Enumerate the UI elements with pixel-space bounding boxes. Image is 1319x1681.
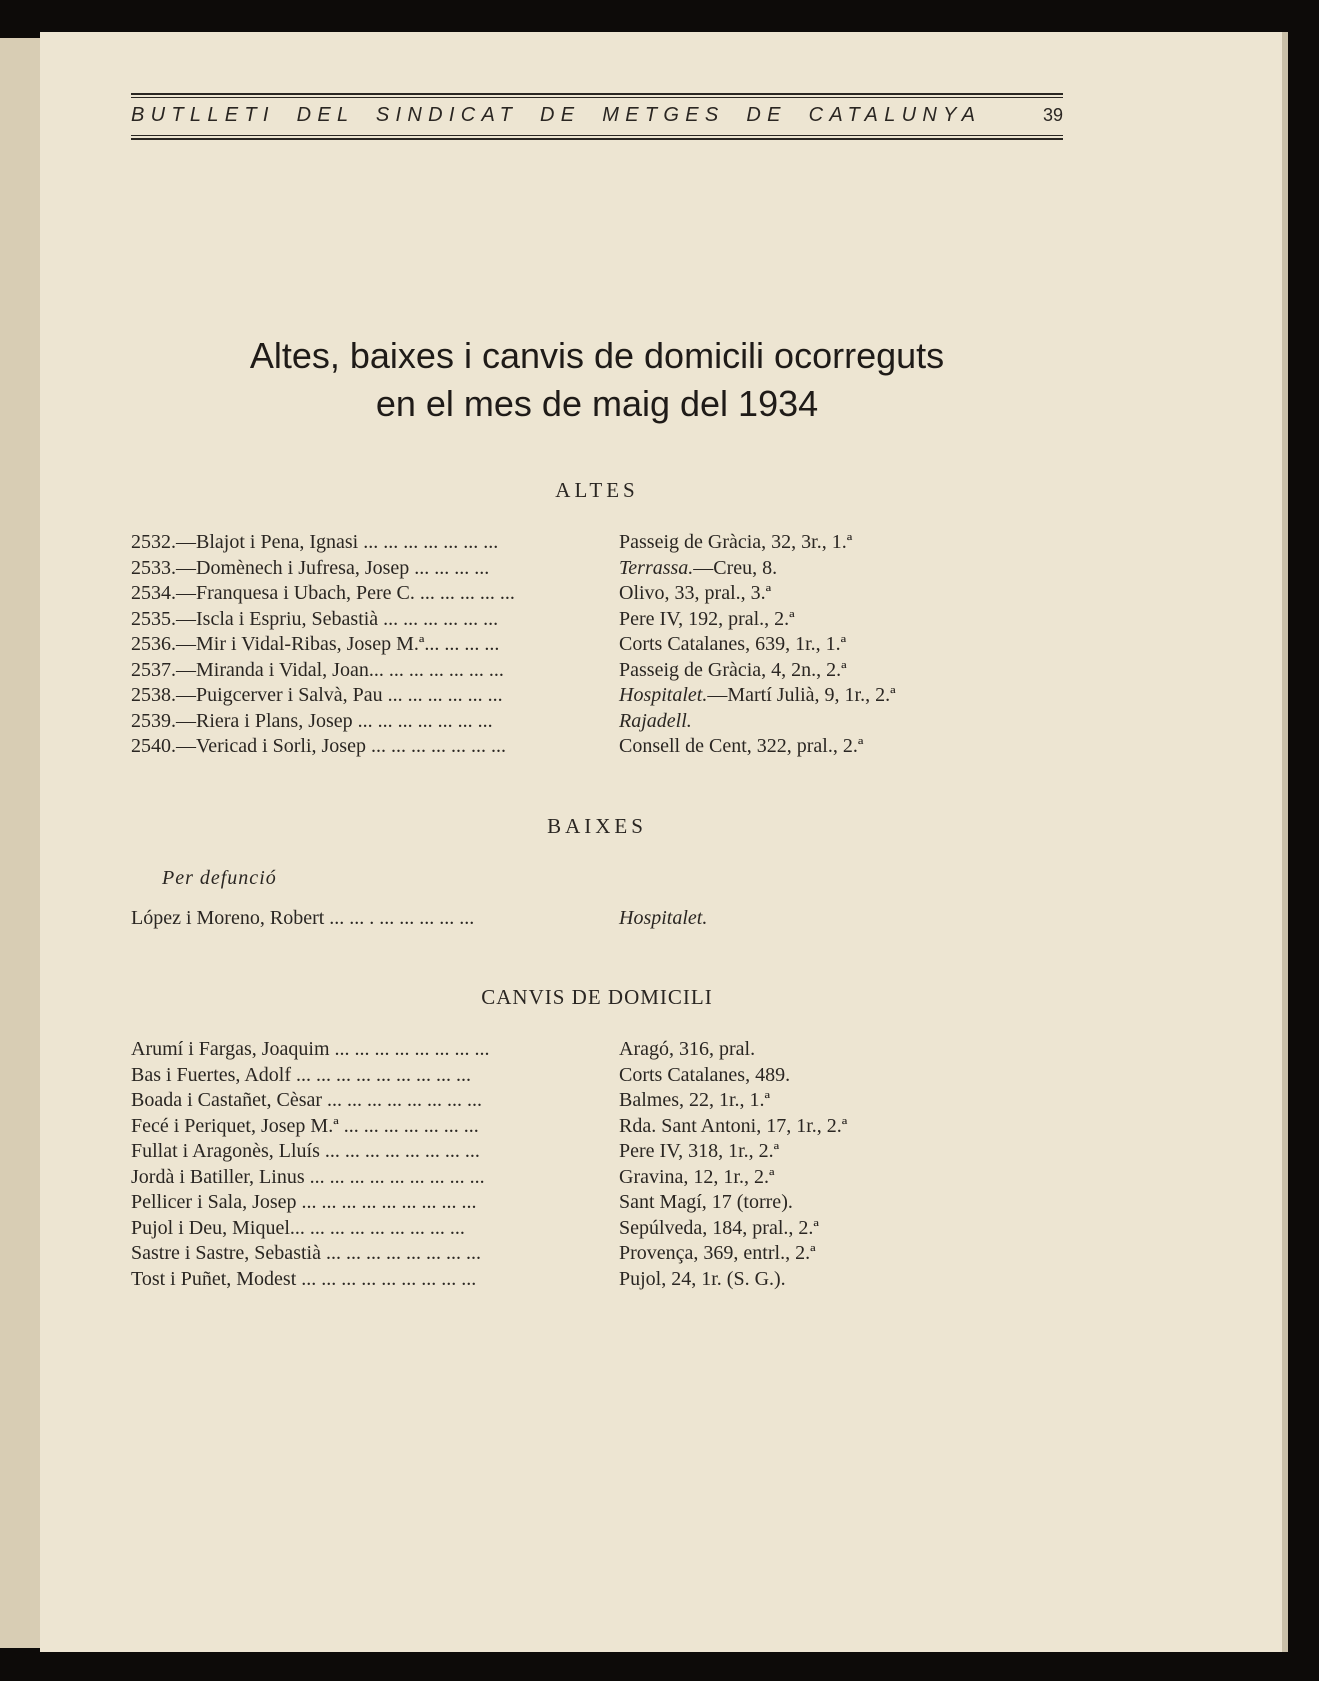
entry-address: Passeig de Gràcia, 32, 3r., 1.ª bbox=[619, 531, 853, 553]
article-title bbox=[131, 332, 1063, 428]
list-item bbox=[131, 1241, 1063, 1267]
entry-address: —Martí Julià, 9, 1r., 2.ª bbox=[707, 684, 896, 706]
entry-name: Tost i Puñet, Modest ... ... ... ... ... ... ... ... ... bbox=[131, 1267, 477, 1290]
entry-address: Corts Catalanes, 639, 1r., 1.ª bbox=[619, 633, 847, 655]
book-spine-edge bbox=[0, 38, 42, 1648]
entry-address: —Creu, 8. bbox=[693, 556, 778, 579]
entry-address: Sant Magí, 17 (torre). bbox=[619, 1191, 793, 1213]
entry-address: Olivo, 33, pral., 3.ª bbox=[619, 582, 772, 604]
running-header bbox=[131, 93, 1063, 140]
list-item bbox=[131, 1114, 1063, 1140]
list-item bbox=[131, 530, 1063, 556]
entry-name: 2538.—Puigcerver i Salvà, Pau ... ... ... ... ... ... bbox=[131, 684, 503, 706]
journal-title: BUTLLETI DEL SINDICAT DE METGES DE CATALUNYA bbox=[131, 104, 982, 126]
entry-address: Provença, 369, entrl., 2.ª bbox=[619, 1242, 816, 1264]
entry-address: Balmes, 22, 1r., 1.ª bbox=[619, 1089, 771, 1111]
page-sheet bbox=[40, 32, 1288, 1652]
entry-name: Pujol i Deu, Miquel... ... ... ... ... ... ... ... ... bbox=[131, 1216, 465, 1239]
list-item bbox=[131, 1190, 1063, 1216]
header-rule-bottom-thin bbox=[131, 135, 1063, 136]
entry-name: Jordà i Batiller, Linus ... ... ... ... ... ... ... ... ... bbox=[131, 1165, 485, 1188]
entry-name: Fullat i Aragonès, Lluís ... ... ... ... ... ... ... ... bbox=[131, 1140, 480, 1162]
entry-address: Consell de Cent, 322, pral., 2.ª bbox=[619, 735, 864, 757]
entry-name: 2536.—Mir i Vidal-Ribas, Josep M.ª... ... ... ... bbox=[131, 633, 500, 655]
canvis-list bbox=[131, 1037, 1063, 1292]
list-item bbox=[131, 1139, 1063, 1165]
list-item bbox=[131, 906, 1063, 932]
entry-name: 2532.—Blajot i Pena, Ignasi ... ... ... ... ... ... ... bbox=[131, 531, 499, 553]
entry-address: Rda. Sant Antoni, 17, 1r., 2.ª bbox=[619, 1114, 848, 1137]
canvis-heading: CANVIS DE DOMICILI bbox=[481, 985, 713, 1009]
entry-name: 2537.—Miranda i Vidal, Joan... ... ... ... ... ... ... bbox=[131, 658, 504, 681]
list-item bbox=[131, 581, 1063, 607]
entry-name: 2535.—Iscla i Espriu, Sebastià ... ... ... ... ... ... bbox=[131, 607, 499, 630]
list-item bbox=[131, 1165, 1063, 1191]
entry-address: Gravina, 12, 1r., 2.ª bbox=[619, 1165, 775, 1188]
entry-name: 2539.—Riera i Plans, Josep ... ... ... ... ... ... ... bbox=[131, 709, 493, 732]
entry-address: Passeig de Gràcia, 4, 2n., 2.ª bbox=[619, 658, 847, 681]
list-item bbox=[131, 683, 1063, 709]
title-line-1: Altes, baixes i canvis de domicili ocorreguts bbox=[249, 335, 945, 376]
list-item bbox=[131, 1037, 1063, 1063]
entry-city: Terrassa. bbox=[619, 556, 694, 579]
list-item bbox=[131, 632, 1063, 658]
list-item bbox=[131, 734, 1063, 760]
entry-address: Pere IV, 192, pral., 2.ª bbox=[619, 607, 795, 630]
page-number: 39 bbox=[1042, 105, 1063, 125]
list-item bbox=[131, 1216, 1063, 1242]
entry-address: Sepúlveda, 184, pral., 2.ª bbox=[619, 1216, 819, 1239]
header-rule-bottom bbox=[131, 138, 1063, 140]
entry-city: Rajadell. bbox=[619, 709, 692, 732]
entry-name: López i Moreno, Robert ... ... . ... ... ... ... ... bbox=[131, 907, 475, 929]
entry-name: Bas i Fuertes, Adolf ... ... ... ... ... ... ... ... ... bbox=[131, 1063, 471, 1086]
entry-name: Sastre i Sastre, Sebastià ... ... ... ... ... ... ... ... bbox=[131, 1242, 481, 1264]
baixes-list bbox=[131, 906, 1063, 932]
entry-name: Arumí i Fargas, Joaquim ... ... ... ... ... ... ... ... bbox=[131, 1038, 490, 1060]
list-item bbox=[131, 709, 1063, 735]
list-item bbox=[131, 1088, 1063, 1114]
list-item bbox=[131, 658, 1063, 684]
title-line-2: en el mes de maig del 1934 bbox=[375, 383, 819, 424]
list-item bbox=[131, 607, 1063, 633]
entry-address: Aragó, 316, pral. bbox=[619, 1038, 756, 1060]
baixes-heading: BAIXES bbox=[547, 814, 647, 838]
list-item bbox=[131, 1063, 1063, 1089]
list-item bbox=[131, 556, 1063, 582]
entry-name: 2533.—Domènech i Jufresa, Josep ... ... ... ... bbox=[131, 556, 490, 579]
entry-city: Hospitalet. bbox=[619, 684, 708, 706]
entry-name: Pellicer i Sala, Josep ... ... ... ... ... ... ... ... ... bbox=[131, 1191, 477, 1213]
entry-address: Pere IV, 318, 1r., 2.ª bbox=[619, 1140, 780, 1162]
entry-name: Fecé i Periquet, Josep M.ª ... ... ... ... ... ... ... bbox=[131, 1114, 479, 1137]
altes-list bbox=[131, 530, 1063, 760]
entry-address: Pujol, 24, 1r. (S. G.). bbox=[619, 1267, 786, 1290]
altes-heading: ALTES bbox=[555, 478, 639, 502]
list-item bbox=[131, 1267, 1063, 1293]
header-rule-top bbox=[131, 93, 1063, 95]
entry-address: Corts Catalanes, 489. bbox=[619, 1063, 791, 1086]
entry-city: Hospitalet. bbox=[619, 907, 708, 929]
entry-name: 2534.—Franquesa i Ubach, Pere C. ... ... ... ... ... bbox=[131, 582, 515, 604]
entry-name: Boada i Castañet, Cèsar ... ... ... ... ... ... ... ... bbox=[131, 1089, 483, 1111]
entry-name: 2540.—Vericad i Sorli, Josep ... ... ... ... ... ... ... bbox=[131, 735, 506, 757]
baixes-subheading: Per defunció bbox=[162, 867, 277, 889]
